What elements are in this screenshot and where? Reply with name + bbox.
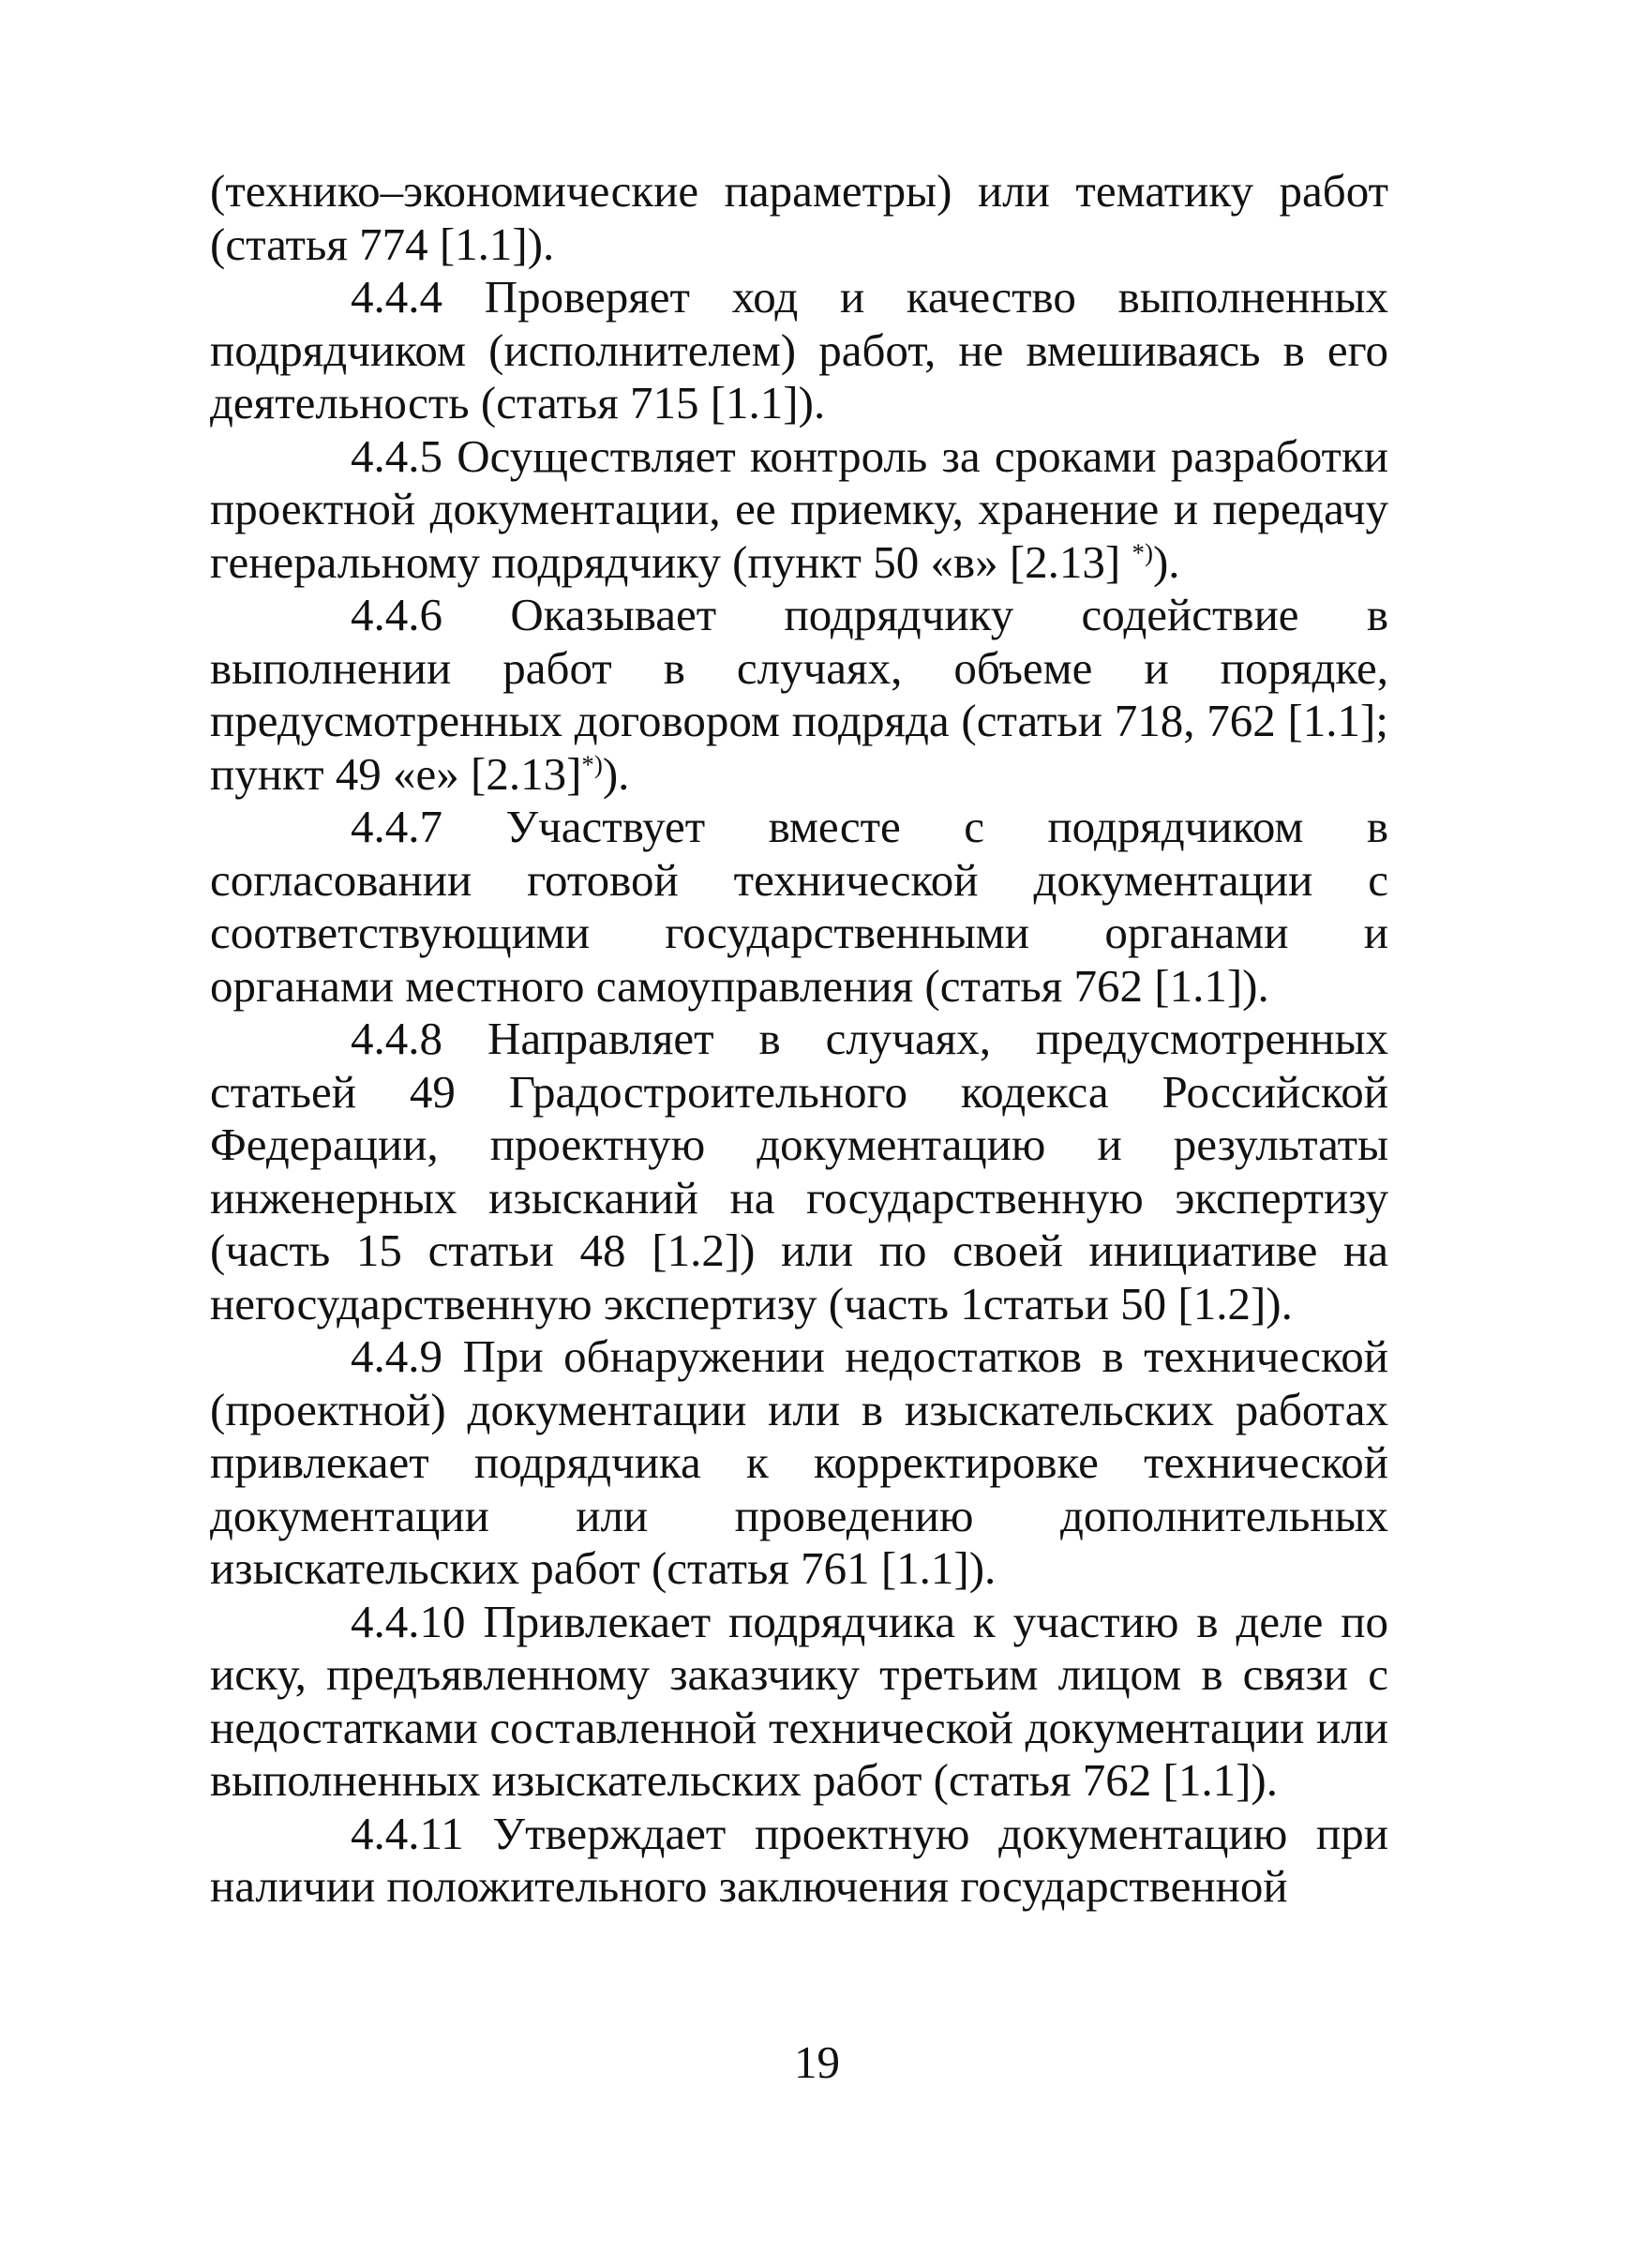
paragraph-text: ). [602, 747, 630, 800]
paragraph-p-4-4-10 [210, 1596, 1388, 1808]
paragraph-text: 4.4.5 Осуществляет контроль за сроками разработки проектной документации, ее приемку, хранение и передачу генеральному подрядчику (пункт 50 «в» [2.13] [210, 429, 1388, 588]
paragraph-p-4-4-9 [210, 1330, 1388, 1596]
body-text [210, 165, 1388, 1914]
paragraph-text: 4.4.7 Участвует вместе с подрядчиком в согласовании готовой технической документации с соответствующими государственными органами и органами местного самоуправления (статья 762 [1.1]). [210, 801, 1388, 1012]
paragraph-text: ). [1152, 535, 1180, 588]
paragraph-text: 4.4.4 Проверяет ход и качество выполненных подрядчиком (исполнителем) работ, не вмешиваясь в его деятельность (статья 715 [1.1]). [210, 271, 1388, 428]
page-number: 19 [794, 2036, 840, 2088]
paragraph-text: 4.4.11 Утверждает проектную документацию при наличии положительного заключения государственной [210, 1807, 1388, 1912]
paragraph-p-4-4-6 [210, 589, 1388, 801]
paragraph-p-4-4-11 [210, 1808, 1388, 1914]
paragraph-text: 4.4.8 Направляет в случаях, предусмотренных статьей 49 Градостроительного кодекса Российской Федерации, проектную документацию и результаты инженерных изысканий на государственную экспертизу (часть 15 статьи 48 [1.2]) или по своей инициативе на негосударственную экспертизу (часть 1статьи 50 [1.2]). [210, 1013, 1388, 1329]
footnote-marker: *) [581, 750, 603, 779]
paragraph-continuation [210, 165, 1388, 271]
paragraph-text: (технико–экономические параметры) или тематику работ (статья 774 [1.1]). [210, 165, 1388, 270]
footnote-marker: *) [1132, 538, 1153, 567]
paragraph-p-4-4-4 [210, 271, 1388, 430]
paragraph-p-4-4-7 [210, 801, 1388, 1013]
paragraph-p-4-4-8 [210, 1013, 1388, 1330]
paragraph-p-4-4-5 [210, 430, 1388, 590]
paragraph-text: 4.4.10 Привлекает подрядчика к участию в деле по иску, предъявленному заказчику третьим лицом в связи с недостатками составленной технической документации или выполненных изыскательских работ (статья 762 [1.1]). [210, 1595, 1388, 1806]
paragraph-text: 4.4.9 При обнаружении недостатков в технической (проектной) документации или в изыскательских работах привлекает подрядчика к корректировке технической документации или проведению дополнительных изыскательских работ (статья 761 [1.1]). [210, 1330, 1388, 1594]
paragraph-text: 4.4.6 Оказывает подрядчику содействие в выполнении работ в случаях, объеме и порядке, предусмотренных договором подряда (статьи 718, 762 [1.1]; пункт 49 «е» [2.13] [210, 589, 1388, 800]
